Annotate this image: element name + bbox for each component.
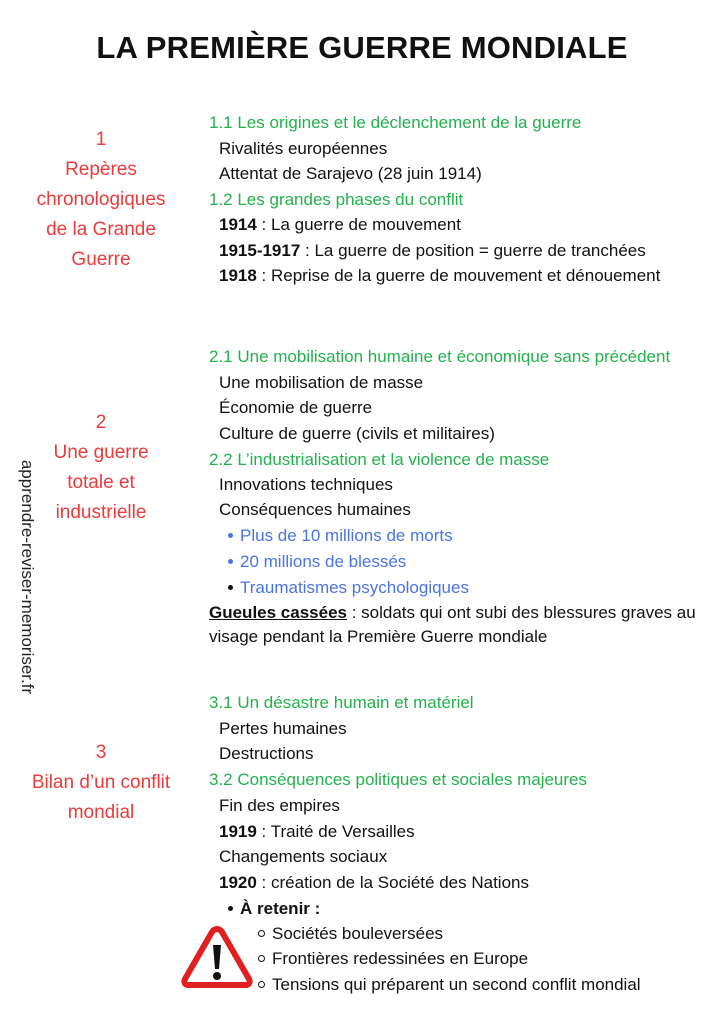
circle-bullet-icon [258, 955, 265, 962]
warning-triangle-icon [181, 925, 253, 989]
dated-item: 1918 : Reprise de la guerre de mouvement et dénouement [219, 266, 661, 285]
retenir-item: Frontières redessinées en Europe [258, 948, 528, 970]
circle-bullet-icon [258, 981, 265, 988]
retenir-item: Sociétés bouleversées [258, 923, 443, 945]
subheading-2-2: 2.2 L’industrialisation et la violence de masse [209, 450, 550, 469]
subheading-1-1: 1.1 Les origines et le déclenchement de la guerre [209, 113, 582, 132]
list-item: Une mobilisation de masse [219, 373, 424, 392]
subheading-1-2: 1.2 Les grandes phases du conflit [209, 190, 464, 209]
bullet-item: 20 millions de blessés [228, 551, 406, 573]
dated-item: 1920 : création de la Société des Nations [219, 873, 529, 892]
bullet-item: Traumatismes psychologiques [228, 577, 469, 599]
bullet-item: Plus de 10 millions de morts [228, 525, 453, 547]
list-item: Destructions [219, 744, 314, 763]
section-1-label: 1 Repères chronologiques de la Grande Guerre [36, 129, 166, 270]
section-3-label: 3 Bilan d’un conflit mondial [31, 742, 171, 823]
list-item: Culture de guerre (civils et militaires) [219, 424, 495, 443]
section-2-label: 2 Une guerre totale et industrielle [53, 412, 149, 523]
subheading-2-1: 2.1 Une mobilisation humaine et économique sans précédent [209, 347, 671, 366]
watermark: apprendre-reviser-memoriser.fr [18, 459, 37, 695]
dated-item: 1914 : La guerre de mouvement [219, 215, 461, 234]
bullet-dot-icon [228, 559, 233, 564]
list-item: Rivalités européennes [219, 139, 388, 158]
list-item: Innovations techniques [219, 475, 393, 494]
bullet-dot-icon [228, 906, 233, 911]
dated-item: 1919 : Traité de Versailles [219, 822, 415, 841]
list-item: Conséquences humaines [219, 500, 411, 519]
subheading-3-2: 3.2 Conséquences politiques et sociales majeures [209, 770, 588, 789]
list-item: Pertes humaines [219, 719, 347, 738]
page-title: LA PREMIÈRE GUERRE MONDIALE [96, 30, 628, 65]
dated-item: 1915-1917 : La guerre de position = guerre de tranchées [219, 241, 646, 260]
list-item: Fin des empires [219, 796, 340, 815]
circle-bullet-icon [258, 930, 265, 937]
bullet-dot-icon [228, 533, 233, 538]
retenir-heading: À retenir : [228, 898, 320, 920]
retenir-item: Tensions qui préparent un second conflit mondial [258, 974, 641, 996]
list-item: Économie de guerre [219, 398, 373, 417]
list-item: Changements sociaux [219, 847, 388, 866]
subheading-3-1: 3.1 Un désastre humain et matériel [209, 693, 474, 712]
list-item: Attentat de Sarajevo (28 juin 1914) [219, 164, 482, 183]
bullet-dot-icon [228, 585, 233, 590]
definition-gueules-cassees: Gueules cassées : soldats qui ont subi des blessures graves au visage pendant la Première Guerre mondiale [209, 603, 696, 646]
